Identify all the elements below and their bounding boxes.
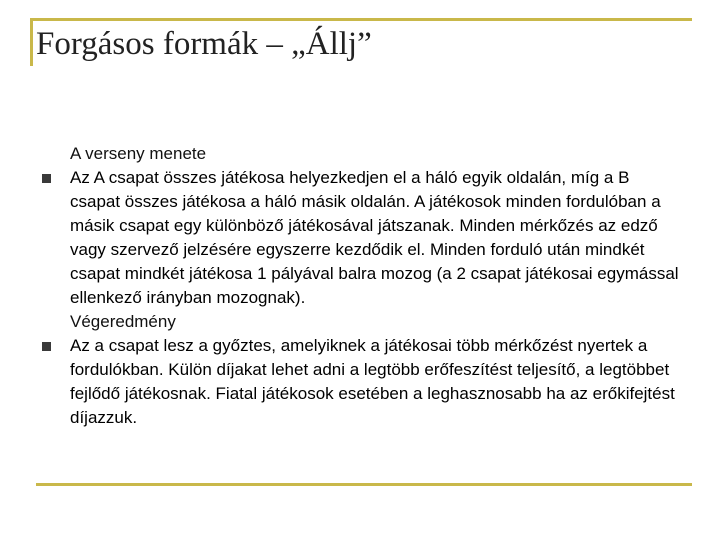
section-heading-race-procedure: A verseny menete [70, 144, 207, 163]
bullet-text-procedure: Az A csapat összes játékosa helyezkedjen el a háló egyik oldalán, míg a B csapat összes játékosa a háló másik oldalán. A játékosok minden fordulóban a másik csapat egy különböző játékosával játszanak. Minden mérkőzés az edző vagy szervező jelzésére egyszerre kezdődik el. Minden forduló után mindkét csapat mindkét játékosa 1 pályával balra mozog (a 2 csapat játékosai egymással ellenkező irányban mozognak). [70, 168, 679, 307]
square-bullet-icon [42, 342, 51, 351]
slide-title: Forgásos formák – „Állj” [36, 26, 372, 62]
title-frame-horizontal-line [30, 18, 692, 21]
title-frame-vertical-line [30, 18, 33, 66]
bottom-divider-line [36, 483, 692, 486]
bullet-item-result [70, 334, 680, 430]
square-bullet-icon [42, 174, 51, 183]
section-heading-result: Végeredmény [70, 312, 176, 331]
bullet-item-procedure [70, 166, 680, 310]
slide-content [70, 142, 680, 430]
bullet-text-result: Az a csapat lesz a győztes, amelyiknek a játékosai több mérkőzést nyertek a fordulókban. Külön díjakat lehet adni a legtöbb erőfeszítést teljesítő, a legtöbbet fejlődő játékosnak. Fiatal játékosok esetében a leghasznosabb ha az erőkifejtést díjazzuk. [70, 336, 675, 427]
